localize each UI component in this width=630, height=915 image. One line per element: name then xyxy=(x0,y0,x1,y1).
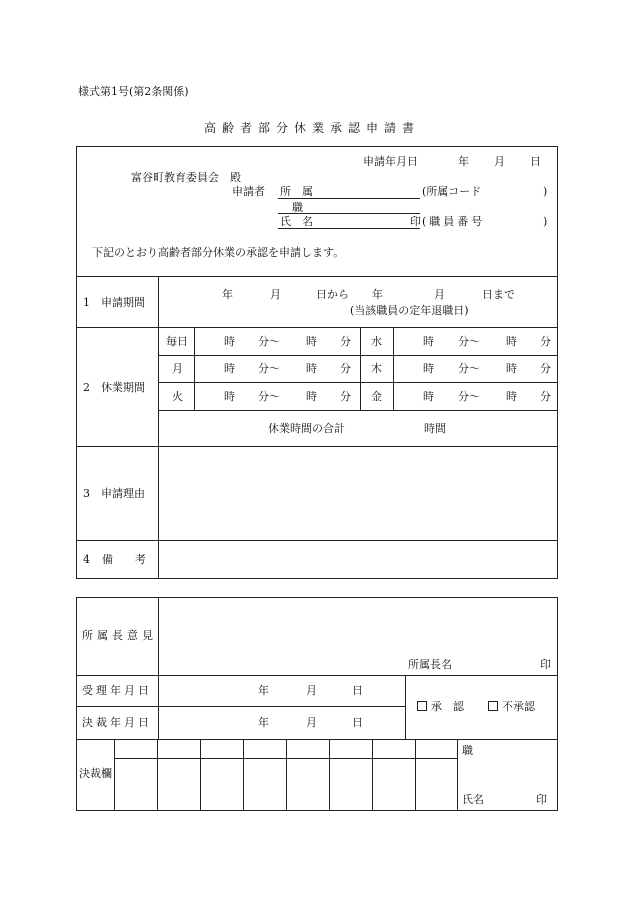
day-friday: 金 xyxy=(371,390,382,403)
total-hours-label: 休業時間の合計 xyxy=(268,422,345,435)
date-day: 日 xyxy=(530,155,541,168)
position-label: 職 xyxy=(292,201,303,214)
retirement-note: (当該職員の定年退職日) xyxy=(350,304,469,317)
day-tuesday: 火 xyxy=(172,390,183,403)
approver-position-label: 職 xyxy=(462,744,473,757)
period-to-month: 月 xyxy=(434,288,445,301)
day-wednesday: 水 xyxy=(371,335,382,348)
day-monday: 月 xyxy=(172,362,183,375)
day-everyday: 毎日 xyxy=(166,335,188,348)
remarks-field[interactable] xyxy=(162,544,552,576)
position-underline xyxy=(278,213,420,214)
remarks-number: 4 xyxy=(83,553,90,566)
remarks-label: 備 考 xyxy=(102,553,146,566)
approver-seal: 印 xyxy=(536,793,547,806)
reason-field[interactable] xyxy=(162,452,552,534)
application-date-label: 申請年月日 xyxy=(363,155,418,168)
leave-label: 2 休業期間 xyxy=(83,381,145,394)
affiliation-label: 所 属 xyxy=(280,185,313,198)
period-from-year: 年 xyxy=(222,288,233,301)
head-seal: 印 xyxy=(540,658,551,671)
opinion-label: 所属長意見 xyxy=(82,629,157,642)
period-from-day: 日から xyxy=(316,288,349,301)
name-underline xyxy=(278,228,420,229)
employee-number-close: ) xyxy=(543,215,548,228)
statement-text: 下記のとおり高齢者部分休業の承認を申請します。 xyxy=(92,246,345,259)
affiliation-code-label: (所属コード xyxy=(422,185,482,198)
form-number: 様式第1号(第2条関係) xyxy=(78,85,189,98)
period-to-day: 日まで xyxy=(482,288,515,301)
reject-option[interactable]: 不承認 xyxy=(488,701,535,712)
affiliation-underline xyxy=(278,198,420,199)
period-label: 1 申請期間 xyxy=(83,296,145,309)
approve-option[interactable]: 承 認 xyxy=(417,701,464,712)
received-date-label: 受理年月日 xyxy=(82,684,152,697)
date-month: 月 xyxy=(494,155,505,168)
approve-checkbox[interactable] xyxy=(417,701,427,711)
period-to-year: 年 xyxy=(372,288,383,301)
day-thursday: 木 xyxy=(371,362,382,375)
employee-number-label: (職員番号 xyxy=(422,215,486,228)
decision-column-label: 決裁欄 xyxy=(79,767,112,780)
date-year: 年 xyxy=(458,155,469,168)
seal-mark: 印 xyxy=(410,215,421,228)
total-hours-unit: 時間 xyxy=(424,422,446,435)
reason-label: 3 申請理由 xyxy=(83,487,145,500)
applicant-label: 申請者 xyxy=(232,185,265,198)
form-title: 高齢者部分休業承認申請書 xyxy=(204,121,421,135)
name-label: 氏 名 xyxy=(280,215,313,228)
reject-checkbox[interactable] xyxy=(488,701,498,711)
decided-date-label: 決裁年月日 xyxy=(82,716,152,729)
affiliation-code-close: ) xyxy=(543,185,548,198)
addressee: 富谷町教育委員会 殿 xyxy=(131,171,241,184)
approver-name-label: 氏名 xyxy=(462,793,484,806)
head-name-label: 所属長名 xyxy=(408,658,452,671)
period-from-month: 月 xyxy=(270,288,281,301)
